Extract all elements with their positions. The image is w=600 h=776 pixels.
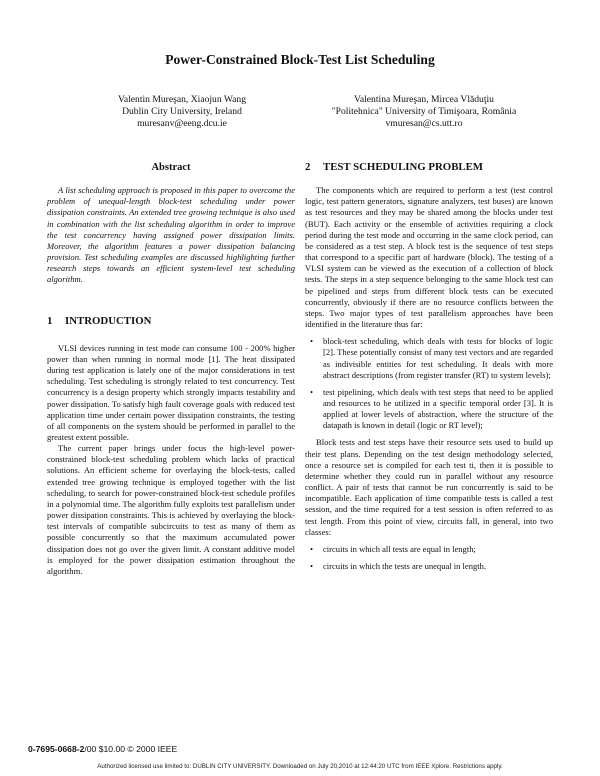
list-item-text: block-test scheduling, which deals with tests for blocks of logic [2]. These potentially consist of many test vectors and are regarded as indivisible entities for test scheduling. It deals with more abstract descriptions (from register transfer (RT) to system levels); [323,336,553,380]
section-title: TEST SCHEDULING PROBLEM [323,161,483,173]
bullet-list [305,544,553,572]
paper-title: Power-Constrained Block-Test List Scheduling [165,52,435,67]
paragraph: VLSI devices running in test mode can consume 100 - 200% higher power than when running in normal mode [1]. The heat dissipated during test application is lately one of the major considerations in test scheduling. Test scheduling is strongly related to test concurrency. Test concurrency is a design property which strongly impacts testability and power dissipation. To satisfy high fault coverage goals with reduced test application time under certain power dissipation constraints, the testing of all components on the system should be performed in parallel to the greatest extent possible. [47,342,295,442]
isbn: 0-7695-0668-2 [28,744,85,754]
author-block-left [62,94,302,131]
paragraph: The current paper brings under focus the high-level power-constrained block-test scheduling problem which lacks of practical solutions. An efficient scheme for overlaying the block-tests, called extended tree growing technique is employed together with the list scheduling, to search for power-constrained block-test schedule profiles in a polynomial time. The algorithm fully exploits test parallelism under power dissipation constraints. This is achieved by overlaying the block-test intervals of compatible subcircuits to test as many of them as possible concurrently so that the maximum accumulated power dissipation does not go over the given limit. A constant additive model is employed for the power dissipation estimation throughout the algorithm. [47,443,295,576]
author-email: muresanv@eeng.dcu.ie [137,118,227,130]
author-affiliation: "Politehnica" University of Timişoara, România [331,106,517,118]
list-item [305,387,553,432]
section-number: 2 [305,161,311,173]
section-heading-introduction [47,316,295,327]
author-names: Valentin Mureşan, Xiaojun Wang [117,94,246,105]
bullet-icon: • [310,543,313,554]
section-title: INTRODUCTION [65,314,152,327]
bullet-list [305,336,553,431]
bullet-icon: • [310,386,313,397]
paragraph: Block tests and test steps have their resource sets used to build up their test plans. Depending on the test design methodology selected, once a resource set is compiled for each test ti, then it is possible to determine whether they could run in parallel without any resource conflict. A pair of tests that cannot be run concurrently is said to be incompatible. Each application of time compatible tests is called a test session, and the time required for a test session is often referred to as test length. From this point of view, circuits fall, in general, into two classes: [305,437,553,537]
list-item-text: test pipelining, which deals with test steps that need to be applied and resources to be utilized in a specific temporal order [3]. It is applied at lower levels of abstraction, where the structure of the datapath is known in detail (logic or RT level); [323,386,553,431]
bullet-icon: • [310,336,313,347]
author-email: vmuresan@cs.utt.ro [385,118,463,130]
left-column [47,162,295,577]
author-block-right [288,94,560,131]
section-number: 1 [47,314,53,327]
price-copyright: /00 $10.00 © 2000 IEEE [84,744,178,754]
author-names: Valentina Mureşan, Mircea Vlăduţiu [354,94,494,105]
abstract-heading: Abstract [151,162,191,173]
list-item-text: circuits in which all tests are equal in length; [323,543,476,554]
list-item-text: circuits in which the tests are unequal in length. [323,561,487,571]
author-affiliation: Dublin City University, Ireland [122,106,242,118]
section-heading-test-scheduling [305,162,553,173]
right-column [305,162,553,572]
abstract-text: A list scheduling approach is proposed in this paper to overcome the problem of unequal-length block-test scheduling under power dissipation constraints. An extended tree growing technique is also used in combination with the list scheduling algorithm in order to improve the test concurrency having assigned power dissipation limits. Moreover, the algorithm features a power dissipation balancing provision. Test scheduling examples are discussed highlighting further research steps towards an efficient system-level test scheduling algorithm. [47,185,295,285]
list-item [305,561,553,572]
license-notice: Authorized licensed use limited to: DUBLIN CITY UNIVERSITY. Downloaded on July 20,2010 at 12:44:20 UTC from IEEE Xplore. Restrictions apply. [97,763,503,770]
list-item [305,336,553,381]
bullet-icon: • [310,561,313,571]
copyright-line [28,744,177,754]
paragraph: The components which are required to perform a test (test control logic, test pattern generators, signature analyzers, test buses) are known as test resources and they may be shared among the blocks under test (BUT). Each activity or the ensemble of activities requiring a clock period during the test mode and occurring in the same clock period, can be considered as a test step. A block test is the sequence of test steps that correspond to a specific part of hardware (block). The testing of a VLSI system can be viewed as the execution of a collection of block tests. The steps in a step sequence belonging to the same block test can be pipelined and steps from different block tests can be executed concurrently, obviously if there are no resource conflicts between the steps. Two major types of test parallelism approaches have been identified in the literature thus far: [305,185,553,330]
list-item [305,544,553,555]
